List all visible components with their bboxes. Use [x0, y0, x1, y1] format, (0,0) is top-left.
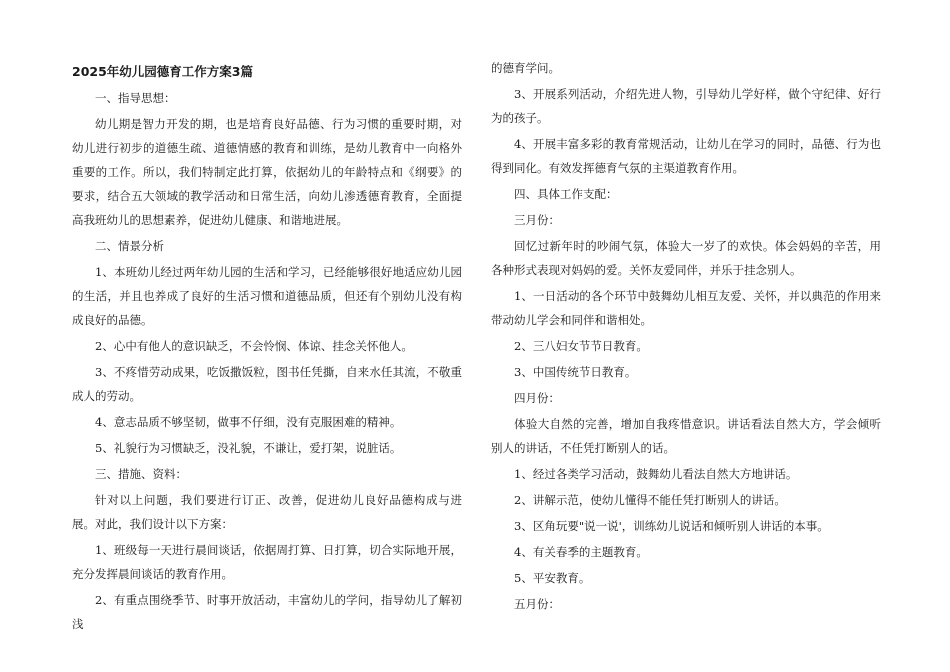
paragraph: 4、开展丰富多彩的教育常规活动，让幼儿在学习的同时，品德、行为也得到同化。有效发挥德育气氛的主渠道教育作用。 — [491, 137, 881, 175]
paragraph: 5、平安教育。 — [514, 571, 591, 585]
paragraph: 五月份： — [514, 597, 560, 611]
paragraph: 幼儿期是智力开发的期，也是培育良好品德、行为习惯的重要时期，对幼儿进行初步的道德生疏、道德情感的教育和训练，是幼儿教育中一向格外重要的工作。所以，我们特制定此打算，依据幼儿的年龄特点和《纲要》的要求，结合五大领域的教学活动和日常生活，向幼儿渗透德育教育，全面提高我班幼儿的思想素养，促进幼儿健康、和谐地进展。 — [72, 117, 462, 227]
paragraph: 5、礼貌行为习惯缺乏，没礼貌，不谦让，爱打架，说脏话。 — [95, 441, 402, 455]
document-title: 2025年幼儿园德育工作方案3篇 — [72, 64, 253, 79]
paragraph-continuation: 的德育学问。 — [491, 61, 560, 75]
paragraph: 四月份： — [514, 391, 560, 405]
left-column — [72, 60, 462, 638]
paragraph: 二、情景分析 — [95, 239, 164, 253]
paragraph: 4、有关春季的主题教育。 — [514, 545, 648, 559]
paragraph: 回忆过新年时的吵闹气氛，体验大一岁了的欢快。体会妈妈的辛苦，用各种形式表现对妈妈的爱。关怀友爱同伴，并乐于挂念别人。 — [491, 239, 881, 277]
paragraph: 2、讲解示范，使幼儿懂得不能任凭打断别人的讲话。 — [514, 493, 786, 507]
paragraph: 2、有重点围绕季节、时事开放活动，丰富幼儿的学问，指导幼儿了解初浅 — [72, 593, 462, 631]
paragraph: 3、开展系列活动，介绍先进人物，引导幼儿学好样，做个守纪律、好行为的孩子。 — [491, 87, 881, 125]
paragraph: 三、措施、资料： — [95, 467, 187, 481]
paragraph: 1、班级每一天进行晨间谈话，依据周打算、日打算，切合实际地开展，充分发挥晨间谈话的教育作用。 — [72, 543, 462, 581]
right-column — [491, 56, 881, 618]
paragraph: 1、经过各类学习活动，鼓舞幼儿看法自然大方地讲话。 — [514, 467, 798, 481]
paragraph: 四、具体工作支配： — [514, 187, 618, 201]
paragraph: 3、不疼惜劳动成果，吃饭撒饭粒，图书任凭撕，自来水任其流，不敬重成人的劳动。 — [72, 365, 462, 403]
paragraph: 一、指导思想： — [95, 91, 176, 105]
paragraph: 2、心中有他人的意识缺乏，不会怜悯、体谅、挂念关怀他人。 — [95, 339, 413, 353]
paragraph: 3、中国传统节日教育。 — [514, 365, 637, 379]
paragraph: 针对以上问题，我们要进行订正、改善，促进幼儿良好品德构成与进展。对此，我们设计以下方案： — [72, 493, 462, 531]
paragraph: 4、意志品质不够坚韧，做事不仔细，没有克服困难的精神。 — [95, 415, 402, 429]
paragraph: 1、本班幼儿经过两年幼儿园的生活和学习，已经能够很好地适应幼儿园的生活，并且也养成了良好的生活习惯和道德品质，但还有个别幼儿没有构成良好的品德。 — [72, 265, 462, 327]
paragraph: 3、区角玩要"说一说'，训练幼儿说话和倾听别人讲话的本事。 — [514, 519, 829, 533]
paragraph: 1、一日活动的各个环节中鼓舞幼儿相互友爱、关怀，并以典范的作用来带动幼儿学会和同伴和谐相处。 — [491, 289, 881, 327]
paragraph: 三月份： — [514, 213, 560, 227]
paragraph: 体验大自然的完善，增加自我疼惜意识。讲话看法自然大方，学会倾听别人的讲话，不任凭打断别人的话。 — [491, 417, 881, 455]
paragraph: 2、三八妇女节节日教育。 — [514, 339, 648, 353]
